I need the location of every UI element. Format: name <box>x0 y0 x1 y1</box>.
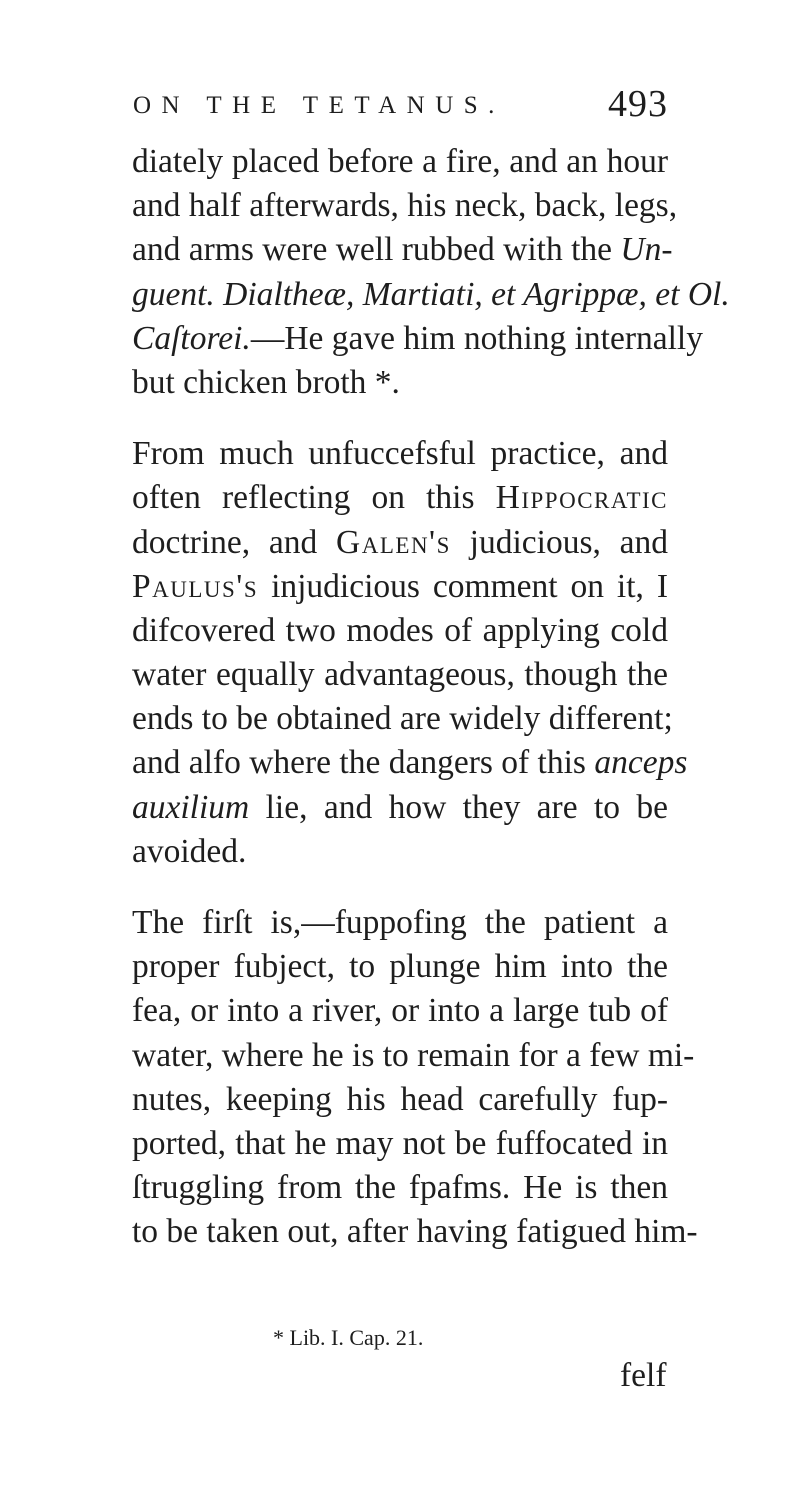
text-run: to be taken out, after having fatigued him- <box>132 1213 698 1251</box>
text-line <box>132 565 668 609</box>
text-run: ported, that he may not be fuffocated in <box>132 1124 668 1162</box>
text-line <box>132 786 668 830</box>
text-line <box>132 317 703 361</box>
text-run: lie, and how they are to be <box>249 788 668 826</box>
text-line <box>132 521 668 565</box>
text-line <box>132 697 673 741</box>
text-run: water, where he is to remain for a few mi- <box>132 1036 695 1074</box>
text-run: doctrine, and <box>132 523 337 561</box>
text-line <box>132 1034 695 1078</box>
text-run: ſtruggling from the fpafms. He is then <box>132 1169 668 1207</box>
text-run: and arms were well rubbed with the <box>132 231 621 269</box>
text-line <box>132 361 668 405</box>
paragraph <box>132 432 688 874</box>
italic-text: Un- <box>620 231 673 269</box>
italic-text: auxilium <box>132 788 250 826</box>
text-line <box>132 184 678 228</box>
text-run: judicious, and <box>450 523 668 561</box>
paragraph <box>132 901 698 1255</box>
small-caps-text: Paulus's <box>132 567 259 605</box>
running-title: ON THE TETANUS. <box>133 92 505 119</box>
text-run: proper fubject, to plunge him into the <box>132 948 668 986</box>
text-run: and alfo where the dangers of this <box>132 744 595 782</box>
small-caps-text: Galen's <box>336 523 451 561</box>
text-run: water equally advantageous, though the <box>132 656 668 694</box>
text-line <box>132 273 730 317</box>
text-run: often reflecting on this <box>132 479 496 517</box>
text-line <box>132 228 673 272</box>
text-line <box>132 830 668 874</box>
text-run: avoided. <box>132 832 247 870</box>
text-run: From much unfuccefsful practice, and <box>132 435 668 473</box>
text-line <box>132 1210 698 1254</box>
footnote: * Lib. I. Cap. 21. <box>273 1325 424 1350</box>
text-run: difcovered two modes of applying cold <box>132 611 668 649</box>
text-line <box>132 1166 668 1210</box>
text-line <box>132 140 668 184</box>
text-run: injudicious comment on it, I <box>258 567 668 605</box>
text-run: fea, or into a river, or into a large tub of <box>132 992 668 1030</box>
text-run: and half afterwards, his neck, back, legs, <box>132 187 678 225</box>
text-line <box>132 989 668 1033</box>
text-line <box>132 609 668 653</box>
small-caps-text: Hippocratic <box>495 479 668 517</box>
text-run: nutes, keeping his head carefully fup- <box>132 1080 668 1118</box>
paragraph <box>132 140 730 405</box>
text-run: diately placed before a fire, and an hour <box>132 143 668 180</box>
text-run: but chicken broth *. <box>132 363 400 401</box>
text-run: ends to be obtained are widely different; <box>132 700 673 738</box>
text-line <box>132 901 668 945</box>
page-number: 493 <box>608 83 668 125</box>
text-line <box>132 1122 668 1166</box>
body-text <box>132 140 730 1255</box>
italic-text: guent. Dialtheæ, Martiati, et Agrippæ, et Ol. <box>132 275 730 313</box>
italic-text: anceps <box>594 744 688 782</box>
text-line <box>132 653 668 697</box>
text-run: —He gave him nothing internally <box>250 319 703 357</box>
text-line <box>132 476 668 520</box>
text-run: The firſt is,—fuppofing the patient a <box>132 904 668 941</box>
italic-text: Caſtorei. <box>132 319 251 357</box>
text-line <box>132 945 668 989</box>
text-line <box>132 1078 668 1122</box>
text-line <box>132 741 688 785</box>
running-head <box>133 82 668 132</box>
catchword: felf <box>620 1357 667 1394</box>
text-line <box>132 432 668 476</box>
